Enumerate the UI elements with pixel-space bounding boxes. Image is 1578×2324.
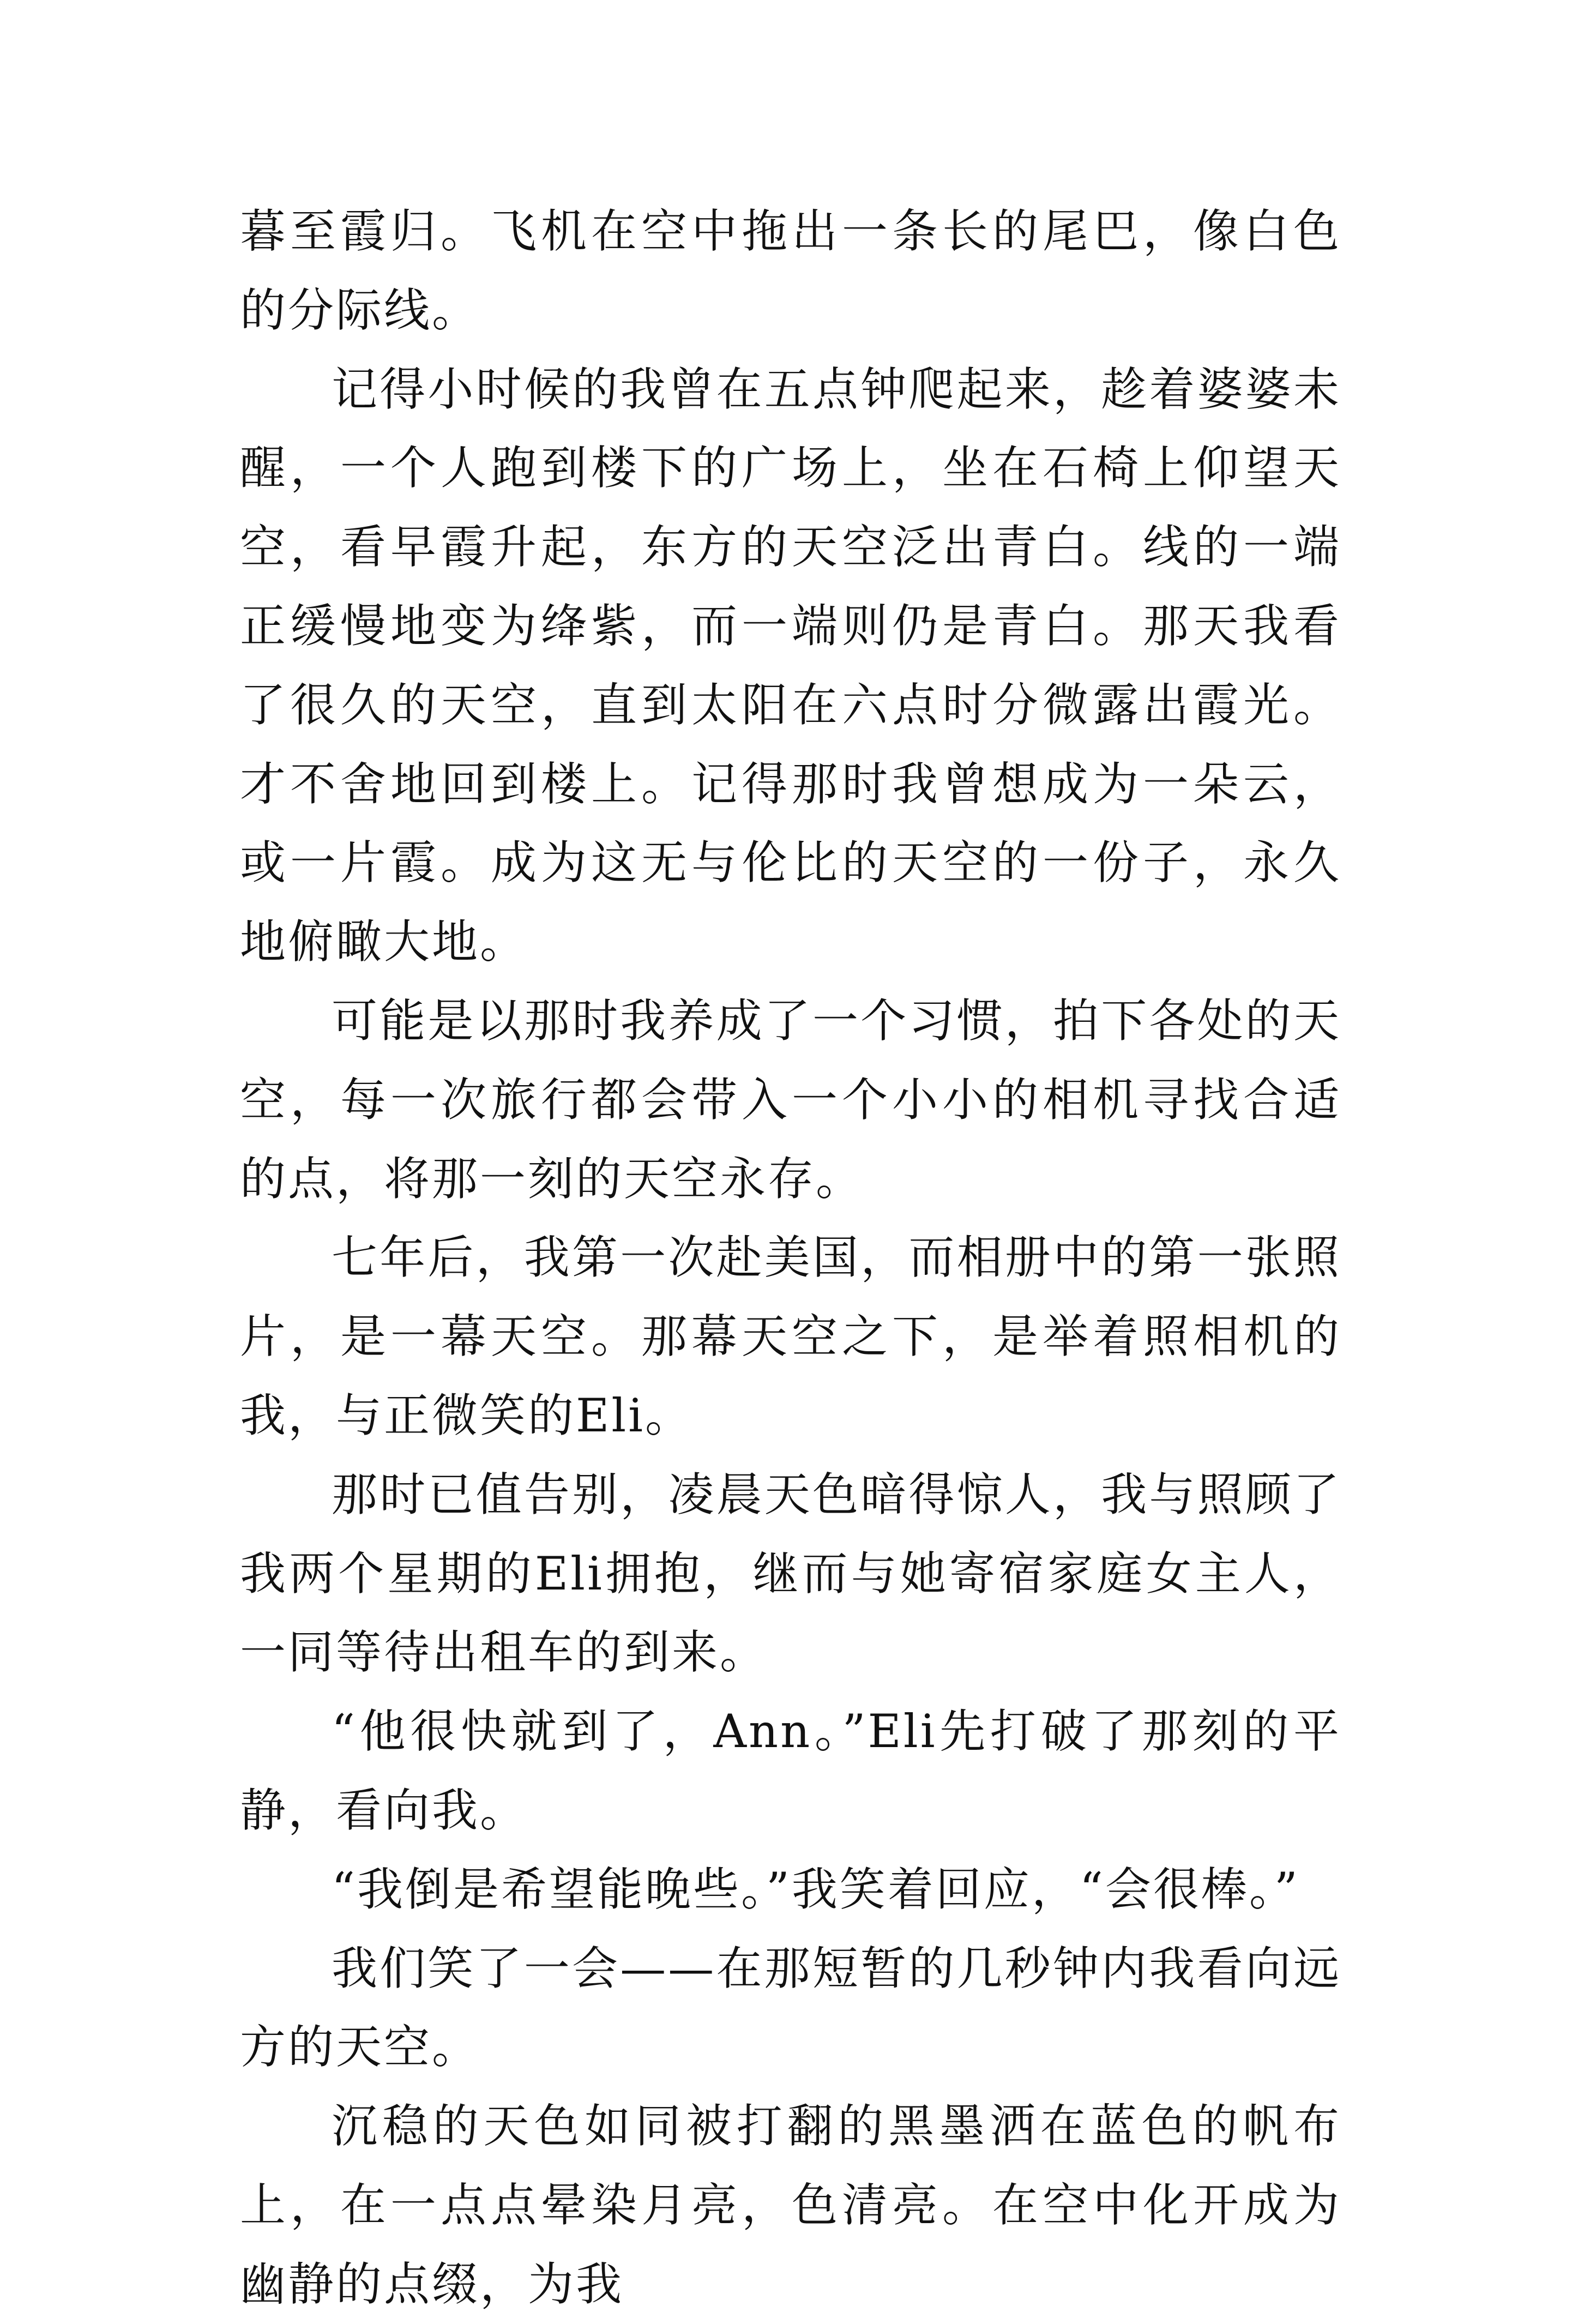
paragraph: “我倒是希望能晚些。”我笑着回应，“会很棒。” (332, 1862, 1300, 1916)
paragraph: 那时已值告别，凌晨天色暗得惊人，我与照顾了我两个星期的Eli拥抱，继而与她寄宿家庭女主人，一同等待出租车的到来。 (240, 1467, 1341, 1679)
paragraph: 沉稳的天色如同被打翻的黑墨洒在蓝色的帆布上，在一点点晕染月亮，色清亮。在空中化开成为幽静的点缀，为我 (240, 2099, 1341, 2311)
document-body (240, 192, 1341, 2324)
paragraph: 记得小时候的我曾在五点钟爬起来，趁着婆婆未醒，一个人跑到楼下的广场上，坐在石椅上仰望天空，看早霞升起，东方的天空泛出青白。线的一端正缓慢地变为绛紫，而一端则仍是青白。那天我看了很久的天空，直到太阳在六点时分微露出霞光。才不舍地回到楼上。记得那时我曾想成为一朵云，或一片霞。成为这无与伦比的天空的一份子，永久地俯瞰大地。 (240, 362, 1341, 969)
paragraph: 可能是以那时我养成了一个习惯，拍下各处的天空，每一次旅行都会带入一个小小的相机寻找合适的点，将那一刻的天空永存。 (240, 994, 1341, 1206)
paragraph: “他很快就到了，Ann。”Eli先打破了那刻的平静，看向我。 (240, 1705, 1341, 1837)
paragraph: 七年后，我第一次赴美国，而相册中的第一张照片，是一幕天空。那幕天空之下，是举着照相机的我，与正微笑的Eli。 (240, 1231, 1341, 1442)
paragraph: 我们笑了一会——在那短暂的几秒钟内我看向远方的天空。 (240, 1941, 1341, 2074)
paragraph: 暮至霞归。飞机在空中拖出一条长的尾巴，像白色的分际线。 (240, 204, 1341, 337)
